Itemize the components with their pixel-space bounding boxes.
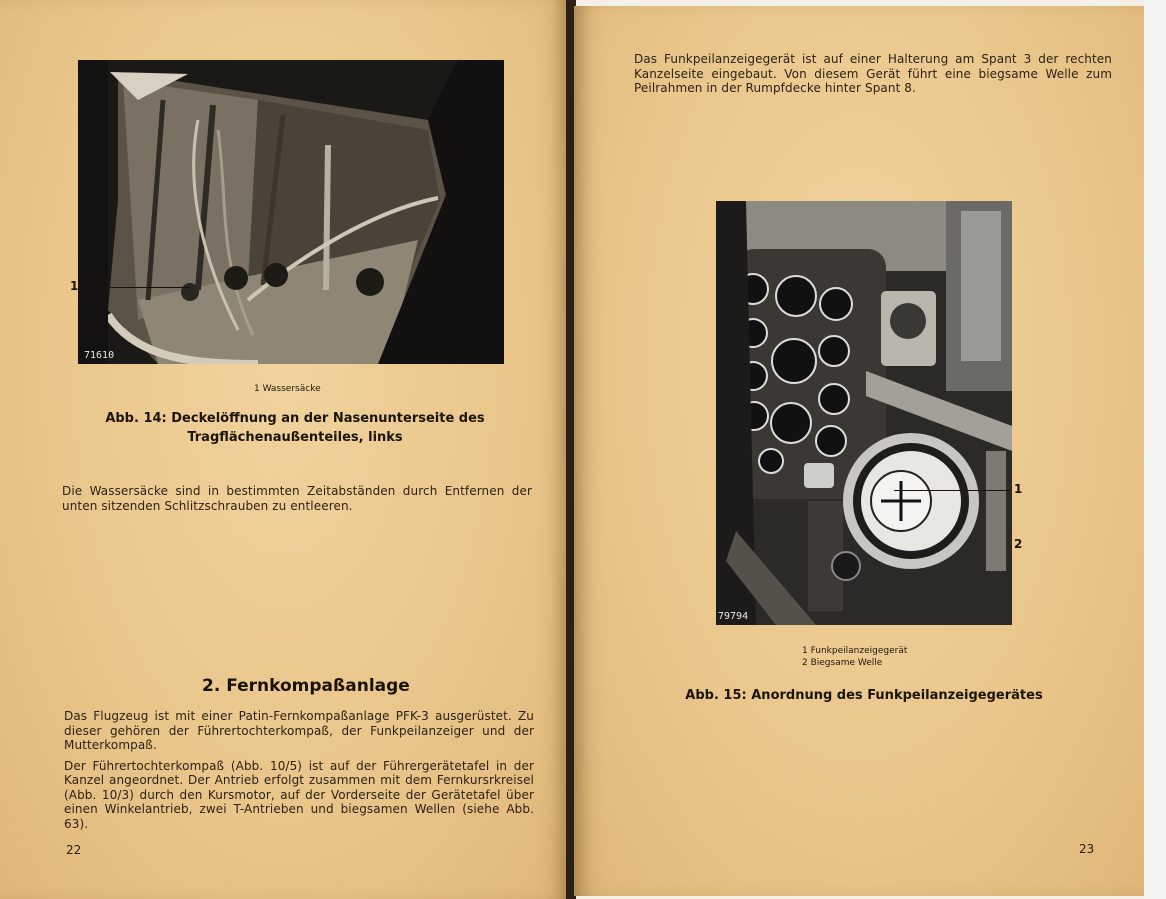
- legend-item: 2 Biegsame Welle: [802, 658, 883, 668]
- left-page: [0, 0, 568, 899]
- instrument-panel-illustration: [716, 201, 1012, 625]
- section-heading: 2. Fernkompaßanlage: [202, 676, 410, 696]
- figure-14-photo: [78, 60, 504, 364]
- figure-14-legend: [254, 383, 321, 395]
- figure-15-photo: [716, 201, 1012, 625]
- callout-1: 1: [70, 279, 79, 293]
- page-number-right: 23: [1079, 842, 1095, 856]
- legend-item: 1 Funkpeilanzeigegerät: [802, 646, 908, 656]
- paragraph: Das Funkpeilanzeigegerät ist auf einer Halterung am Spant 3 der rechten Kanzelseite eingebaut. Von diesem Gerät führt eine biegsame Welle zum Peilrahmen in der Rumpfdecke hinter Spant 8.: [634, 52, 1112, 95]
- negative-number: 71610: [84, 350, 115, 361]
- callout-1: 1: [1014, 482, 1023, 496]
- figure-14-caption: [90, 409, 500, 447]
- scan-edge: [1144, 0, 1166, 899]
- wing-opening-illustration: [78, 60, 504, 364]
- page-number-left: 22: [66, 843, 82, 857]
- callout-2: 2: [1014, 537, 1023, 551]
- caption-line: Tragflächenaußenteiles, links: [187, 430, 403, 445]
- figure-15-caption: Abb. 15: Anordnung des Funkpeilanzeigegerätes: [685, 688, 1043, 703]
- paragraph: Der Führertochterkompaß (Abb. 10/5) ist auf der Führergerätetafel in der Kanzel angeordnet. Der Antrieb erfolgt zusammen mit dem Fernkursrkreisel (Abb. 10/3) durch den Kursmotor, auf der Vorderseite der Gerätetafel über einen Winkelantrieb, zwei T-Antrieben und biegsamen Wellen (siehe Abb. 63).: [64, 758, 534, 831]
- figure-15-legend: [802, 645, 907, 669]
- section-body: [64, 709, 534, 837]
- callout-line-1: [894, 490, 1010, 491]
- callout-line-1: [80, 287, 190, 288]
- paragraph-funkpeil: [634, 52, 1112, 102]
- negative-number: 79794: [718, 611, 749, 622]
- paragraph: Die Wassersäcke sind in bestimmten Zeitabständen durch Entfernen der unten sitzenden Schlitzschrauben zu entleeren.: [62, 484, 532, 513]
- caption-line: Abb. 14: Deckelöffnung an der Nasenunterseite des: [105, 411, 485, 426]
- right-page: [574, 6, 1144, 896]
- paragraph-water-sacks: [62, 484, 532, 519]
- paragraph: Das Flugzeug ist mit einer Patin-Fernkompaßanlage PFK-3 ausgerüstet. Zu dieser gehören der Führertochterkompaß, der Funkpeilanzeiger und der Mutterkompaß.: [64, 709, 534, 752]
- legend-item: 1 Wassersäcke: [254, 384, 321, 394]
